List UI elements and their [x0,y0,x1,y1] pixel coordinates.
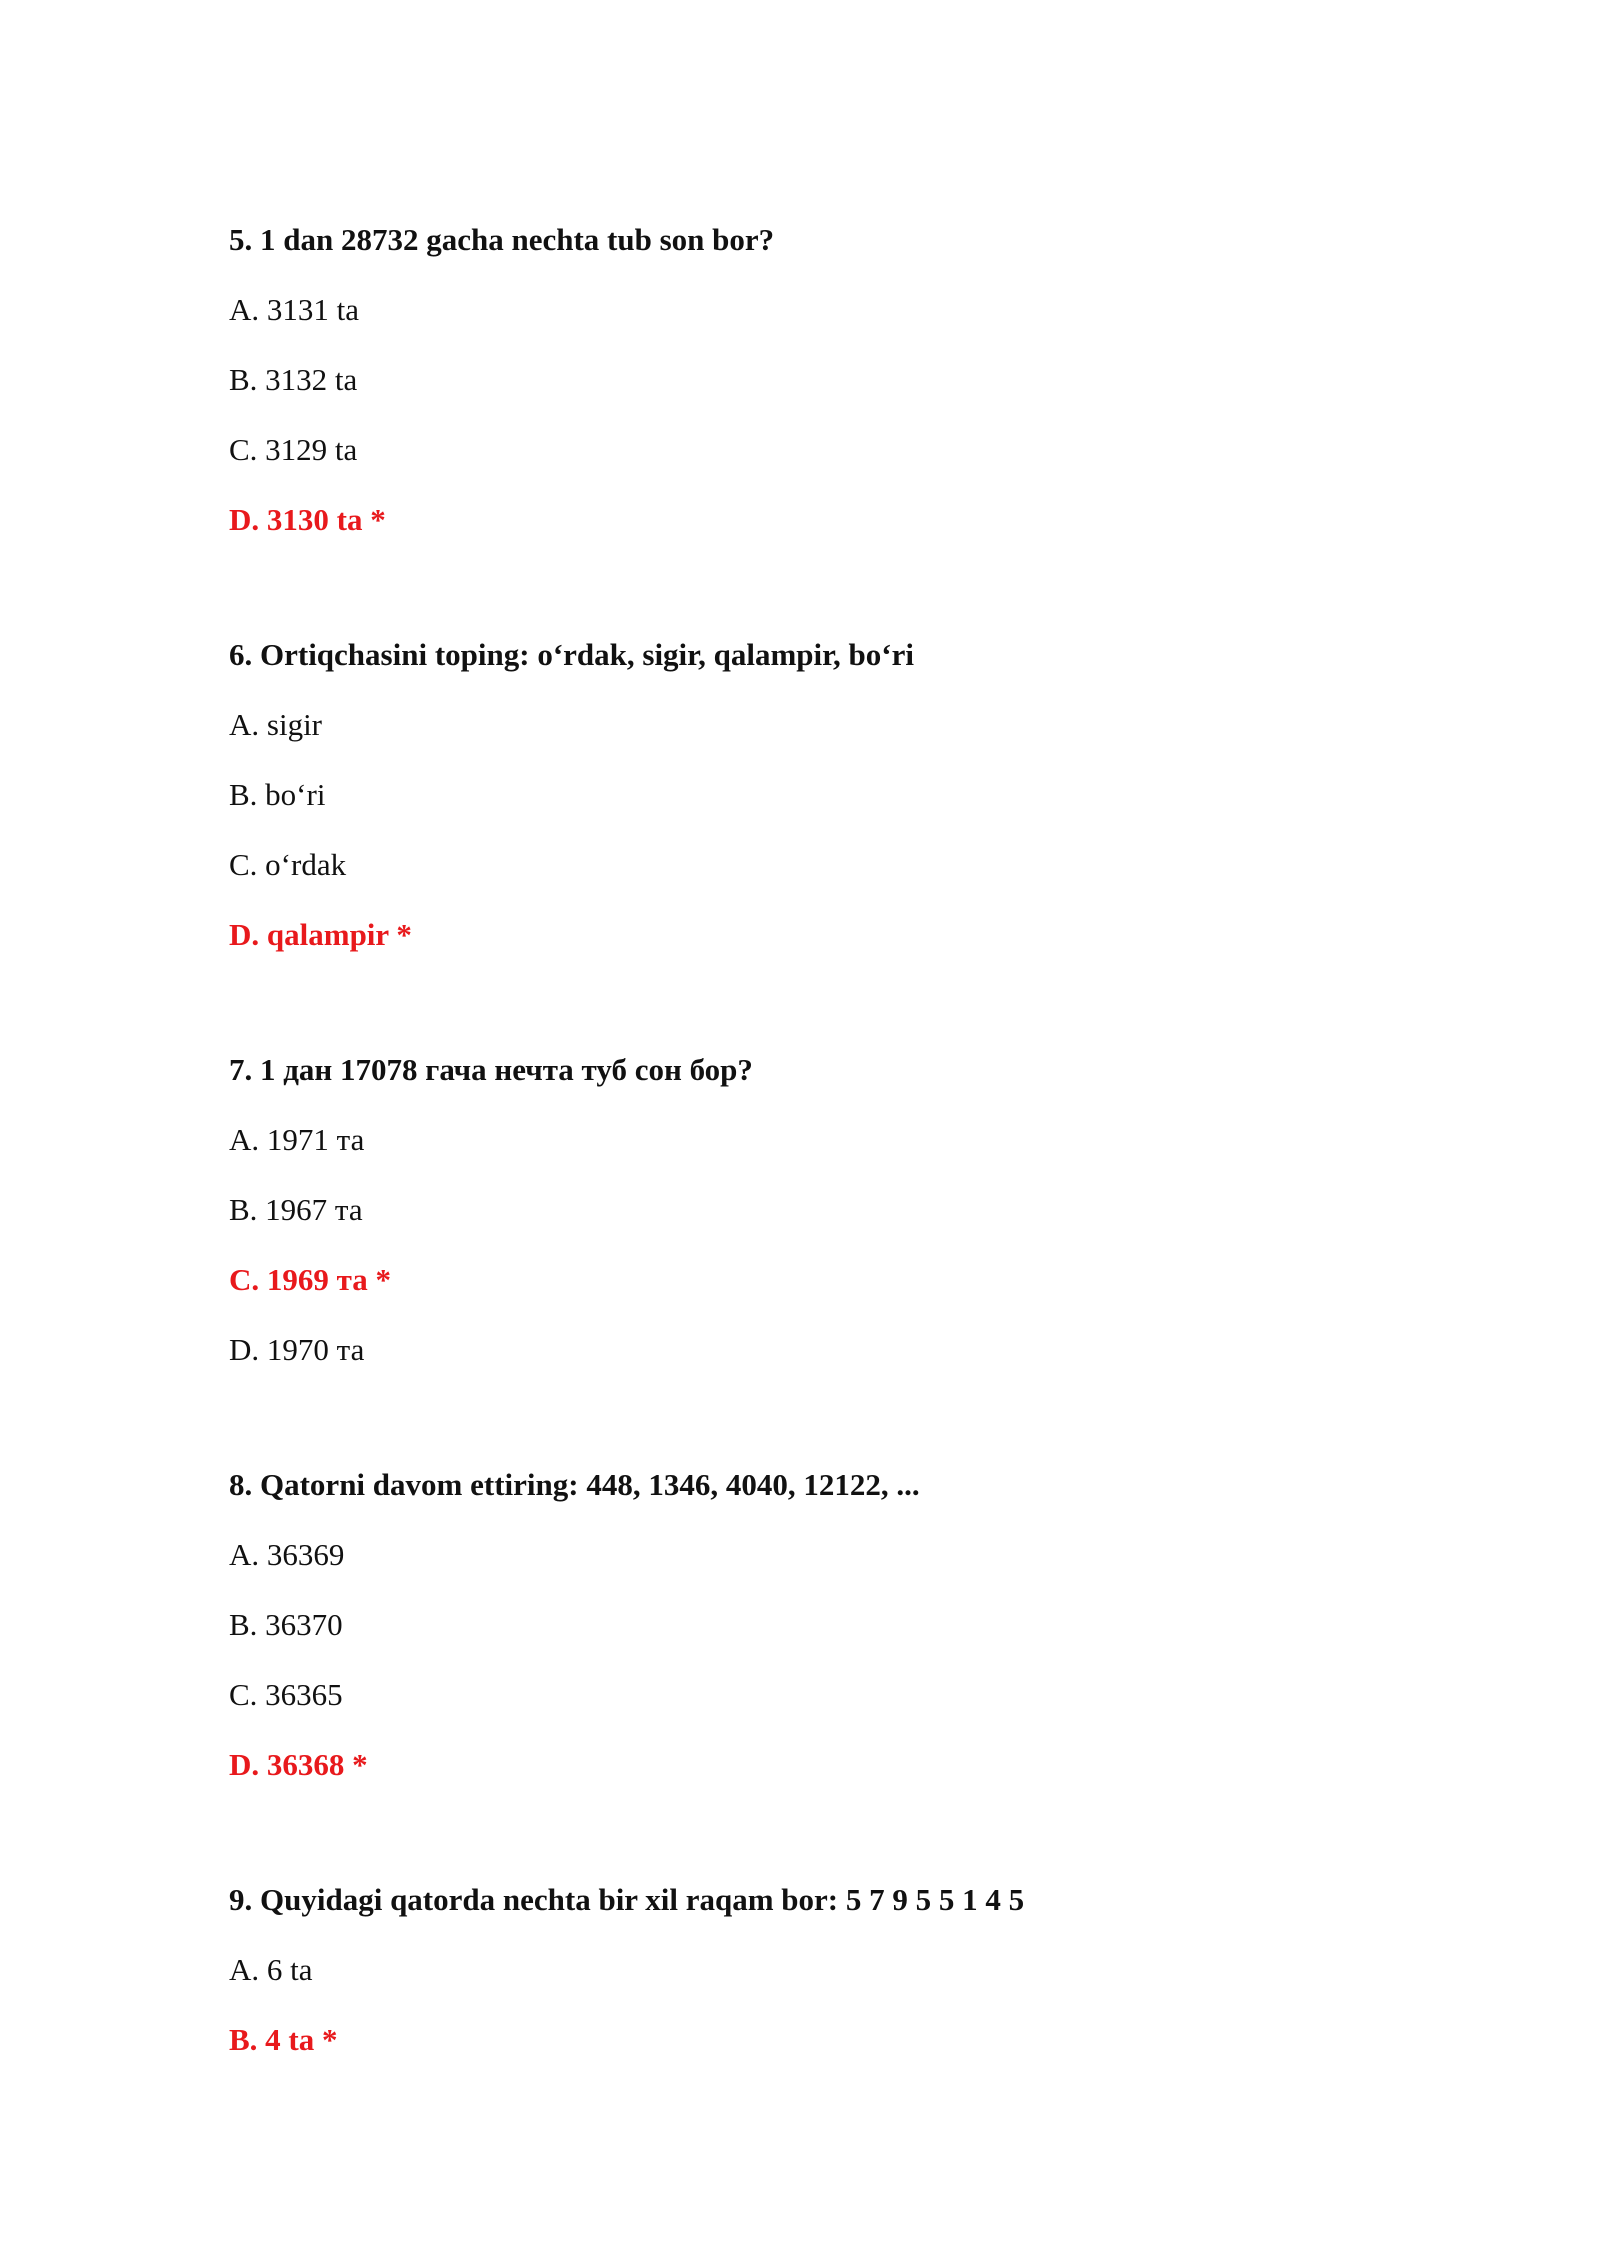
question-title: 9. Quyidagi qatorda nechta bir xil raqam bor: 5 7 9 5 5 1 4 5 [229,1882,1025,1917]
option-d-correct: D. 36368 * [229,1747,368,1782]
question-title: 7. 1 дан 17078 гача нечта туб сон бор? [229,1052,753,1087]
option-b: B. 1967 та [229,1192,363,1227]
question-title: 5. 1 dan 28732 gacha nechta tub son bor? [229,222,775,257]
option-d: D. 1970 та [229,1332,365,1367]
question-6 [229,633,1429,957]
option-a: A. sigir [229,707,322,742]
document-page [229,218,1429,2153]
option-c: C. o‘rdak [229,847,347,882]
question-7 [229,1048,1429,1372]
option-b-correct: B. 4 ta * [229,2022,338,2057]
option-b: B. 36370 [229,1607,343,1642]
option-d-correct: D. qalampir * [229,917,412,952]
option-c-correct: C. 1969 та * [229,1262,391,1297]
option-a: A. 1971 та [229,1122,365,1157]
option-a: A. 36369 [229,1537,345,1572]
question-title: 6. Ortiqchasini toping: o‘rdak, sigir, qalampir, bo‘ri [229,637,914,672]
question-9 [229,1878,1429,2062]
option-c: C. 3129 ta [229,432,358,467]
option-a: A. 6 ta [229,1952,313,1987]
option-c: C. 36365 [229,1677,343,1712]
question-8 [229,1463,1429,1787]
option-b: B. 3132 ta [229,362,358,397]
option-b: B. bo‘ri [229,777,326,812]
question-title: 8. Qatorni davom ettiring: 448, 1346, 4040, 12122, ... [229,1467,920,1502]
question-5 [229,218,1429,542]
option-d-correct: D. 3130 ta * [229,502,386,537]
option-a: A. 3131 ta [229,292,360,327]
